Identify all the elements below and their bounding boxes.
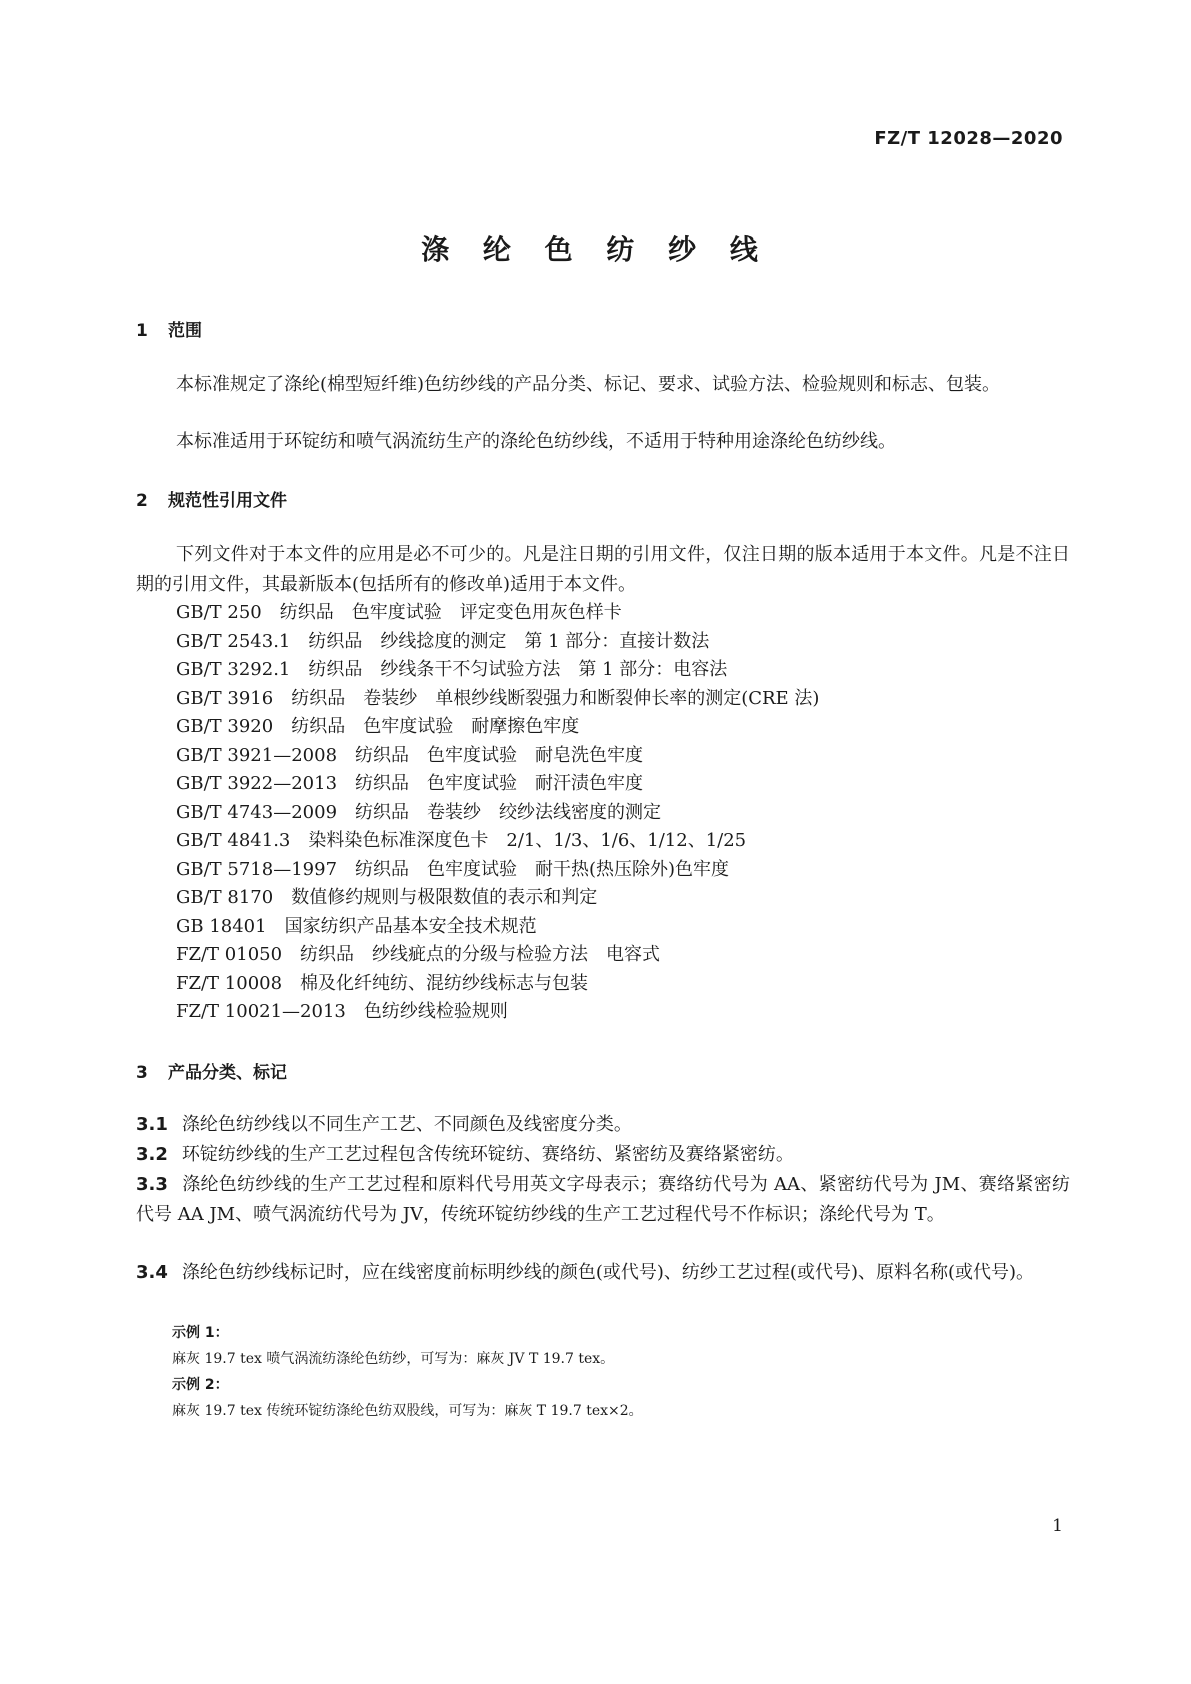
- reference-item: GB/T 4743—2009 纺织品 卷装纱 绞纱法线密度的测定: [176, 802, 662, 823]
- example-1-text: 麻灰 19.7 tex 喷气涡流纺涤纶色纺纱，可写为：麻灰 JV T 19.7 tex。: [172, 1351, 615, 1367]
- section-title: 产品分类、标记: [168, 1063, 287, 1083]
- section-number: 3: [136, 1063, 148, 1083]
- clause-text: 环锭纺纱线的生产工艺过程包含传统环锭纺、赛络纺、紧密纺及赛络紧密纺。: [181, 1144, 794, 1165]
- reference-item: GB/T 3921—2008 纺织品 色牢度试验 耐皂洗色牢度: [176, 745, 644, 766]
- clause-text: 涤纶色纺纱线以不同生产工艺、不同颜色及线密度分类。: [181, 1114, 632, 1135]
- clause-number: 3.1: [136, 1114, 168, 1135]
- reference-item: GB/T 3916 纺织品 卷装纱 单根纱线断裂强力和断裂伸长率的测定(CRE 法): [176, 688, 820, 709]
- section-3-heading: [136, 1058, 287, 1083]
- page-number: 1: [1052, 1516, 1063, 1536]
- reference-item: GB/T 250 纺织品 色牢度试验 评定变色用灰色样卡: [176, 602, 622, 623]
- reference-item: GB/T 4841.3 染料染色标准深度色卡 2/1、1/3、1/6、1/12、1/25: [176, 830, 747, 851]
- section-title: 范围: [168, 321, 202, 341]
- standard-number: FZ/T 12028—2020: [874, 128, 1063, 149]
- reference-item: GB 18401 国家纺织产品基本安全技术规范: [176, 916, 537, 937]
- reference-item: GB/T 5718—1997 纺织品 色牢度试验 耐干热(热压除外)色牢度: [176, 859, 730, 880]
- clause-3-2: [136, 1140, 1070, 1170]
- reference-item: FZ/T 01050 纺织品 纱线疵点的分级与检验方法 电容式: [176, 944, 661, 965]
- reference-item: FZ/T 10021—2013 色纺纱线检验规则: [176, 1001, 508, 1022]
- reference-item: GB/T 8170 数值修约规则与极限数值的表示和判定: [176, 887, 598, 908]
- reference-item: FZ/T 10008 棉及化纤纯纺、混纺纱线标志与包装: [176, 973, 589, 994]
- section-2-heading: [136, 486, 287, 511]
- section-2-intro: 下列文件对于本文件的应用是必不可少的。凡是注日期的引用文件，仅注日期的版本适用于本文件。凡是不注日期的引用文件，其最新版本(包括所有的修改单)适用于本文件。: [136, 544, 1070, 595]
- document-title: 涤 纶 色 纺 纱 线: [421, 233, 770, 266]
- section-1-paragraph-1: 本标准规定了涤纶(棉型短纤维)色纺纱线的产品分类、标记、要求、试验方法、检验规则和标志、包装。: [176, 374, 1001, 395]
- clause-3-1: [136, 1110, 1070, 1140]
- reference-item: GB/T 2543.1 纺织品 纱线捻度的测定 第 1 部分：直接计数法: [176, 631, 710, 652]
- example-1-label: 示例 1：: [172, 1325, 229, 1341]
- clause-text: 涤纶色纺纱线的生产工艺过程和原料代号用英文字母表示；赛络纺代号为 AA、紧密纺代号为 JM、赛络紧密纺代号 AA JM、喷气涡流纺代号为 JV，传统环锭纺纱线的生产工艺过程代号不作标识；涤纶代号为 T。: [136, 1174, 1070, 1225]
- section-1-paragraph-2: 本标准适用于环锭纺和喷气涡流纺生产的涤纶色纺纱线，不适用于特种用途涤纶色纺纱线。: [176, 431, 896, 452]
- reference-item: GB/T 3920 纺织品 色牢度试验 耐摩擦色牢度: [176, 716, 580, 737]
- section-number: 1: [136, 321, 148, 341]
- reference-item: GB/T 3922—2013 纺织品 色牢度试验 耐汗渍色牢度: [176, 773, 644, 794]
- clause-number: 3.3: [136, 1174, 168, 1195]
- reference-item: GB/T 3292.1 纺织品 纱线条干不匀试验方法 第 1 部分：电容法: [176, 659, 728, 680]
- example-2-text: 麻灰 19.7 tex 传统环锭纺涤纶色纺双股线，可写为：麻灰 T 19.7 tex×2。: [172, 1403, 643, 1419]
- clause-number: 3.4: [136, 1262, 168, 1283]
- clause-number: 3.2: [136, 1144, 168, 1165]
- clause-3-3: [136, 1170, 1070, 1230]
- example-2-label: 示例 2：: [172, 1377, 229, 1393]
- clause-3-4: [136, 1258, 1070, 1288]
- section-title: 规范性引用文件: [168, 491, 287, 511]
- clause-text: 涤纶色纺纱线标记时，应在线密度前标明纱线的颜色(或代号)、纺纱工艺过程(或代号)、原料名称(或代号)。: [181, 1262, 1035, 1283]
- section-number: 2: [136, 491, 148, 511]
- section-1-heading: [136, 316, 202, 341]
